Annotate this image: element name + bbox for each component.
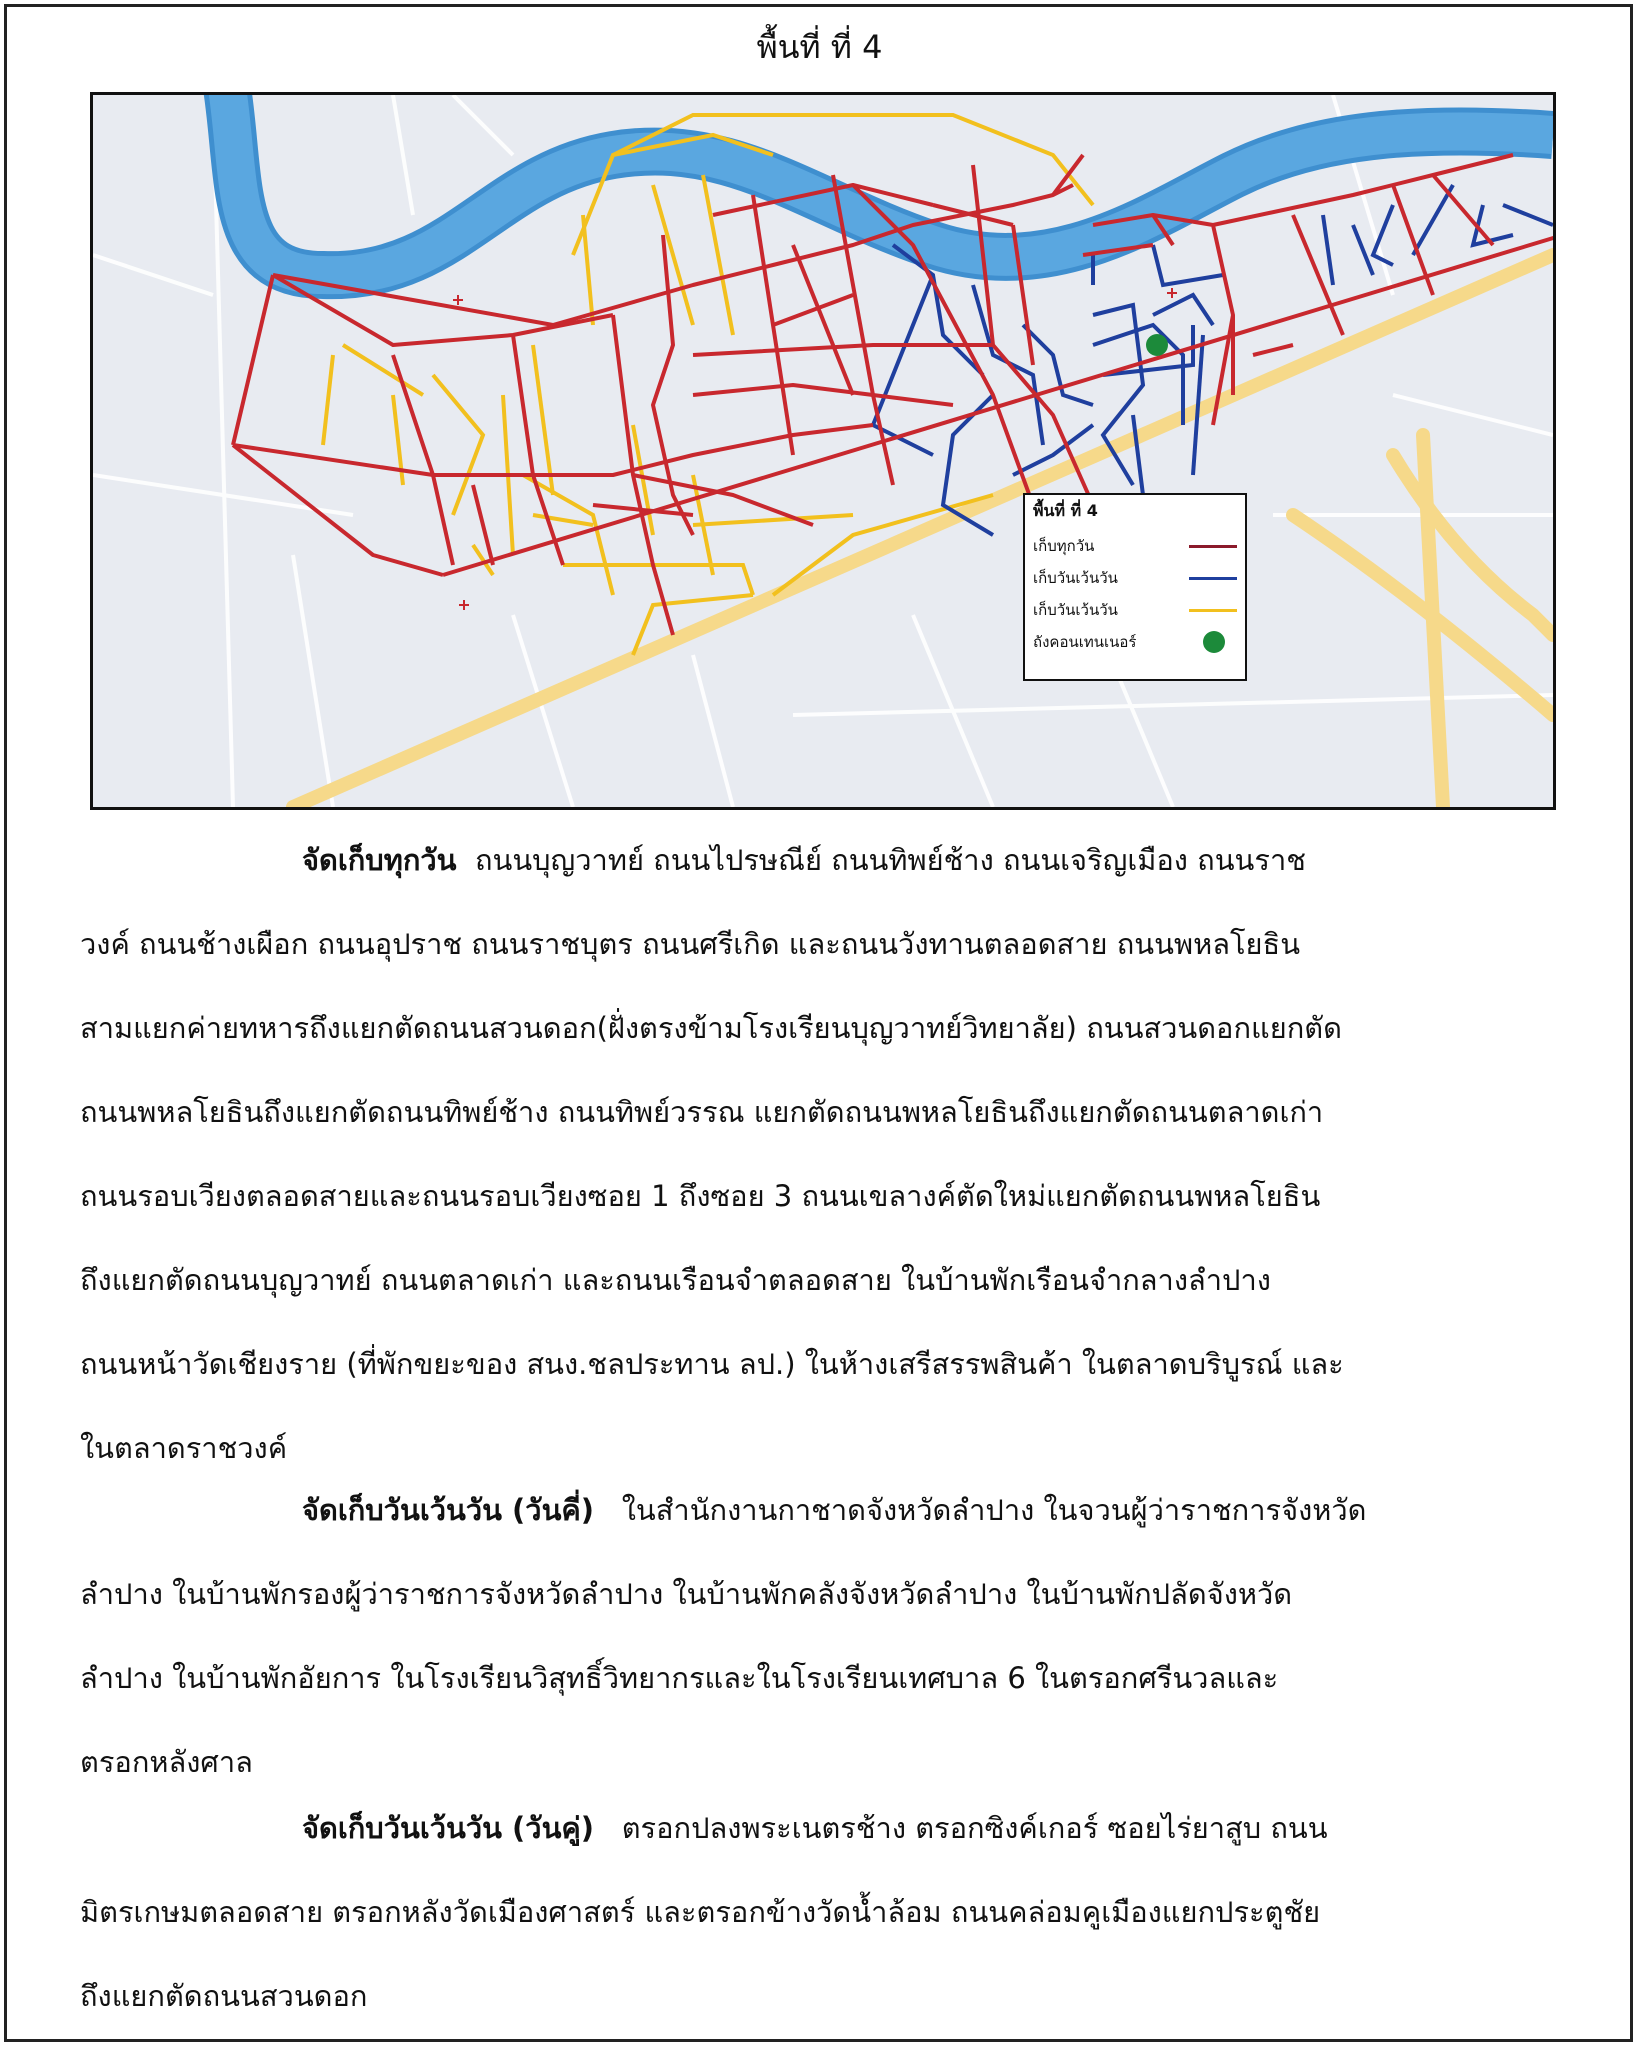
section-daily-line: ถึงแยกตัดถนนบุญวาทย์ ถนนตลาดเก่า และถนนเรือนจำตลอดสาย ในบ้านพักเรือนจำกลางลำปาง [80,1263,1271,1297]
legend-item-daily: เก็บทุกวัน [1033,530,1237,562]
legend-title: พื้นที่ ที่ 4 [1033,501,1098,520]
legend-item-odd-days: เก็บวันเว้นวัน [1033,562,1237,594]
section-odd-line: ลำปาง ในบ้านพักอัยการ ในโรงเรียนวิสุทธิ์วิทยากรและในโรงเรียนเทศบาล 6 ในตรอกศรีนวลและ [80,1661,1279,1695]
section-even-heading: จัดเก็บวันเว้นวัน (วันคู่) [302,1811,595,1845]
page-title: พื้นที่ ที่ 4 [756,28,883,66]
container-bin-marker [1146,334,1168,356]
section-odd-line: ตรอกหลังศาล [80,1745,253,1779]
section-daily-line: ถนนรอบเวียงตลอดสายและถนนรอบเวียงซอย 1 ถึงซอย 3 ถนนเขลางค์ตัดใหม่แยกตัดถนนพหลโยธิน [80,1179,1321,1213]
section-odd-days [80,1468,1540,1804]
section-even-line: ถึงแยกตัดถนนสวนดอก [80,1979,368,2013]
section-odd-line: ลำปาง ในบ้านพักรองผู้ว่าราชการจังหวัดลำปาง ในบ้านพักคลังจังหวัดลำปาง ในบ้านพักปลัดจังหวัด [80,1577,1293,1611]
section-daily-line: สามแยกค่ายทหารถึงแยกตัดถนนสวนดอก(ฝั่งตรงข้ามโรงเรียนบุญวาทย์วิทยาลัย) ถนนสวนดอกแยกตัด [80,1011,1342,1045]
legend-item-container: ถังคอนเทนเนอร์ [1033,626,1237,658]
legend-swatch-container [1203,631,1225,653]
section-daily-line: ในตลาดราชวงค์ [80,1431,288,1465]
section-even-days [80,1786,1540,2038]
route-map[interactable] [90,92,1556,810]
section-even-line: มิตรเกษมตลอดสาย ตรอกหลังวัดเมืองศาสตร์ และตรอกข้างวัดน้ำล้อม ถนนคล่อมคูเมืองแยกประตูชัย [80,1895,1321,1929]
section-daily-line: ถนนหน้าวัดเชียงราย (ที่พักขยะของ สนง.ชลประทาน ลป.) ในห้างเสรีสรรพสินค้า ในตลาดบริบูรณ์ และ [80,1347,1344,1381]
legend-swatch-odd-days [1189,577,1237,580]
section-daily-line: ถนนพหลโยธินถึงแยกตัดถนนทิพย์ช้าง ถนนทิพย์วรรณ แยกตัดถนนพหลโยธินถึงแยกตัดถนนตลาดเก่า [80,1095,1324,1129]
legend-swatch-daily [1189,545,1237,548]
map-canvas [93,95,1553,807]
legend-item-even-days: เก็บวันเว้นวัน [1033,594,1237,626]
legend-swatch-even-days [1189,609,1237,612]
section-daily [80,818,1540,1490]
section-daily-line: วงค์ ถนนช้างเผือก ถนนอุปราช ถนนราชบุตร ถนนศรีเกิด และถนนวังทานตลอดสาย ถนนพหลโยธิน [80,927,1301,961]
map-legend [1023,493,1247,681]
section-daily-line-1: จัดเก็บทุกวัน ถนนบุญวาทย์ ถนนไปรษณีย์ ถนนทิพย์ช้าง ถนนเจริญเมือง ถนนราช [302,843,1306,877]
section-odd-heading: จัดเก็บวันเว้นวัน (วันคี่) [302,1493,595,1527]
section-even-line-1: จัดเก็บวันเว้นวัน (วันคู่) ตรอกปลงพระเนตรช้าง ตรอกซิงค์เกอร์ ซอยไร่ยาสูบ ถนน [302,1811,1328,1845]
section-odd-line-1: จัดเก็บวันเว้นวัน (วันคี่) ในสำนักงานกาชาดจังหวัดลำปาง ในจวนผู้ว่าราชการจังหวัด [302,1493,1367,1527]
section-daily-heading: จัดเก็บทุกวัน [302,843,457,877]
